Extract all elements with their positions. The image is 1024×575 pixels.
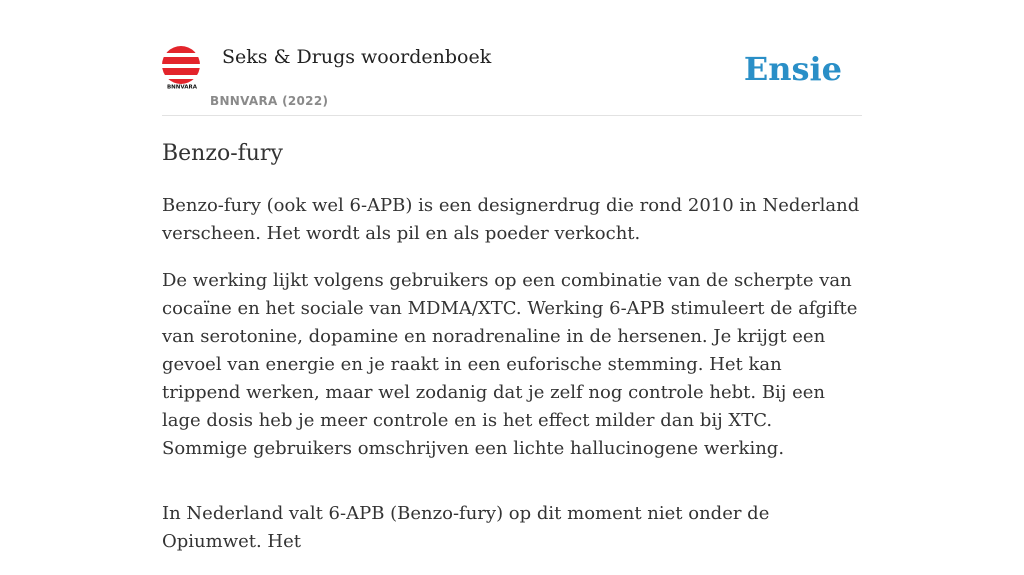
entry-paragraph-1: Benzo-fury (ook wel 6-APB) is een designerdrug die rond 2010 in Nederland verscheen. Het wordt als pil en als poeder verkocht. [162, 195, 860, 244]
entry-title: Benzo-fury [162, 141, 283, 166]
ensie-brand-logo[interactable]: Ensie [743, 50, 842, 88]
publisher-label: BNNVARA (2022) [210, 94, 329, 108]
dictionary-title[interactable]: Seks & Drugs woordenboek [222, 46, 492, 68]
entry-paragraph-2: De werking lijkt volgens gebruikers op een combinatie van de scherpte van cocaïne en het sociale van MDMA/XTC. Werking 6-APB stimuleert de afgifte van serotonine, dopamine en noradrenaline in de hersenen. Je krijgt een gevoel van energie en je raakt in een euforische stemming. Het kan trippend werken, maar wel zodanig dat je zelf nog controle hebt. Bij een lage dosis heb je meer controle en is het effect milder dan bij XTC. Sommige gebruikers omschrijven een lichte hallucinogene werking. [162, 270, 858, 459]
header [162, 40, 862, 116]
entry-paragraph-3: In Nederland valt 6-APB (Benzo-fury) op dit moment niet onder de Opiumwet. Het [162, 503, 770, 552]
bnnvara-logo-icon[interactable] [162, 46, 202, 90]
logo-text: BNNVARA [166, 84, 198, 91]
entry-content [162, 138, 862, 575]
